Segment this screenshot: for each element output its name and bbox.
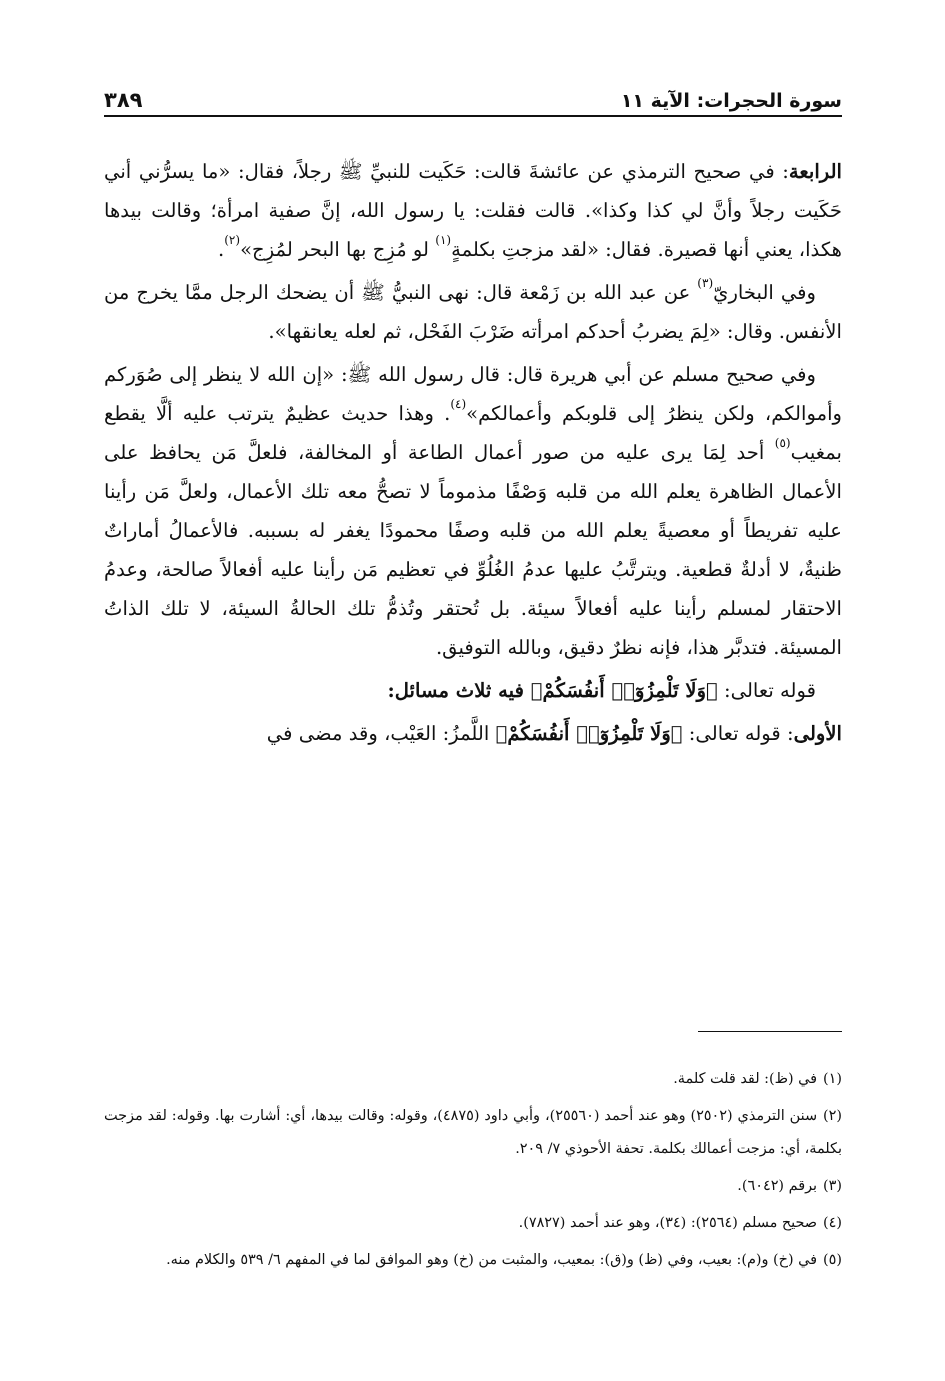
paragraph-lead: الرابعة xyxy=(788,160,842,183)
footnote-text: في (ظ): لقد قلت كلمة. xyxy=(673,1071,818,1087)
quran-quote: ﴿وَلَا تَلْمِزُوٓا۟ أَنفُسَكُمْ﴾ xyxy=(495,722,683,745)
paragraph-text: . وهذا حديث عظيمٌ يترتب عليه ألَّا يقطع بمغيب xyxy=(104,402,842,464)
footnote-text: في (خ) و(م): بعيب، وفي (ظ) و(ق): بمعيب، والمثبت من (خ) وهو الموافق لما في المفهم ٦/ ٥٣٩ والكلام منه. xyxy=(166,1252,818,1268)
footnote-number: (٤) xyxy=(823,1215,842,1231)
paragraph-muslim xyxy=(104,355,842,667)
quran-quote: ﴿وَلَا تَلْمِزُوٓا۟ أَنفُسَكُمْ﴾ xyxy=(530,679,718,702)
footnote-text: سنن الترمذي (٢٥٠٢) وهو عند أحمد (٢٥٥٦٠)، وأبي داود (٤٨٧٥)، وقوله: وقالت بيدها، أي: أشارت بها. وقوله: لقد مزجت بكلمة، أي: مزجت أعمالك بكلمة. تحفة الأحوذي ٧/ ٢٠٩. xyxy=(104,1108,842,1157)
paragraph-first-issue xyxy=(104,714,842,753)
footnotes xyxy=(104,1063,842,1281)
footnote-text: برقم (٦٠٤٢). xyxy=(737,1178,818,1194)
paragraph-text: قوله تعالى: xyxy=(717,679,816,702)
paragraph-text: عن عبد الله بن زَمْعة قال: نهى النبيُّ ﷺ أن يضحك الرجل ممَّا يخرج من الأنفس. وقال: «لِمَ يضربُ أحدكم امرأته ضَرْبَ الفَحْل، ثم لعله يعانقها». xyxy=(104,281,842,343)
footnote xyxy=(104,1244,842,1277)
running-header xyxy=(104,78,842,112)
paragraph-text: . xyxy=(218,238,225,261)
paragraph-text: : قوله تعالى: xyxy=(682,722,794,745)
footnote-text: صحيح مسلم (٢٥٦٤): (٣٤)، وهو عند أحمد (٧٨٢٧). xyxy=(518,1215,818,1231)
footnote-ref: (٥) xyxy=(774,436,791,450)
footnote xyxy=(104,1170,842,1203)
paragraph-bukhari xyxy=(104,273,842,351)
footnote-number: (٢) xyxy=(823,1108,843,1124)
paragraph-text: لو مُزِج بها البحر لمُزِج» xyxy=(240,238,436,261)
footnote xyxy=(104,1100,842,1166)
paragraph-text: وفي صحيح مسلم عن أبي هريرة قال: قال رسول الله ﷺ: «إن الله لا ينظر إلى صُوَركم وأموالكم، ولكن ينظرُ إلى قلوبكم وأعمالكم» xyxy=(104,363,842,425)
paragraph-text: أحد لِمَا يرى عليه من صور أعمال الطاعة أو المخالفة، فلعلَّ مَن يحافظ على الأعمال الظاهرة يعلم الله من قلبه وَصْفًا مذموماً لا تصحُّ معه تلك الأعمال، ولعلَّ مَن رأينا عليه تفريطاً أو معصيةً يعلم الله من قلبه وصفًا محمودًا يغفر له بسببه. فالأعمالُ أماراتٌ ظنيةٌ، لا أدلةٌ قطعية. ويترتَّبُ عليها عدمُ الغُلُوِّ في تعظيم مَن رأينا عليه أفعالاً صالحة، وعدمُ الاحتقار لمسلم رأينا عليه أفعالاً سيئة. بل تُحتقر وتُذمُّ تلك الحالةُ السيئة، لا تلك الذاتُ المسيئة. فتدبَّر هذا، فإنه نظرٌ دقيق، وبالله التوفيق. xyxy=(104,441,842,659)
footnote-divider xyxy=(698,1031,842,1032)
footnote-ref: (٤) xyxy=(450,397,467,411)
paragraph-text: وفي البخاريّ xyxy=(713,281,816,304)
paragraph-text: فيه ثلاث مسائل: xyxy=(387,679,531,702)
page-number: ٣٨٩ xyxy=(104,88,143,112)
footnote xyxy=(104,1063,842,1096)
footnote-ref: (٣) xyxy=(697,276,714,290)
header-divider xyxy=(104,115,842,117)
paragraph-lead: الأولى xyxy=(793,722,842,745)
paragraph-text: اللَّمزُ: العَيْب، وقد مضى في xyxy=(266,722,496,745)
footnote-number: (٣) xyxy=(823,1178,842,1194)
footnote-ref: (١) xyxy=(435,233,452,247)
footnote-number: (١) xyxy=(823,1071,842,1087)
paragraph-text: : في صحيح الترمذي عن عائشةَ قالت: حَكَيت للنبيِّ ﷺ رجلاً، فقال: «ما يسرُّني أني حَكَيت رجلاً وأنَّ لي كذا وكذا». قالت فقلت: يا رسول الله، إنَّ صفية امرأة؛ وقالت بيدها هكذا، يعني أنها قصيرة. فقال: «لقد مزجتِ بكلمةٍ xyxy=(104,160,842,261)
paragraph-fourth-issue xyxy=(104,152,842,269)
main-text xyxy=(104,152,842,757)
footnote-number: (٥) xyxy=(823,1252,842,1268)
footnote xyxy=(104,1207,842,1240)
paragraph-three-issues xyxy=(104,671,842,710)
surah-title: سورة الحجرات: الآية ١١ xyxy=(620,90,842,112)
footnote-ref: (٢) xyxy=(224,233,241,247)
